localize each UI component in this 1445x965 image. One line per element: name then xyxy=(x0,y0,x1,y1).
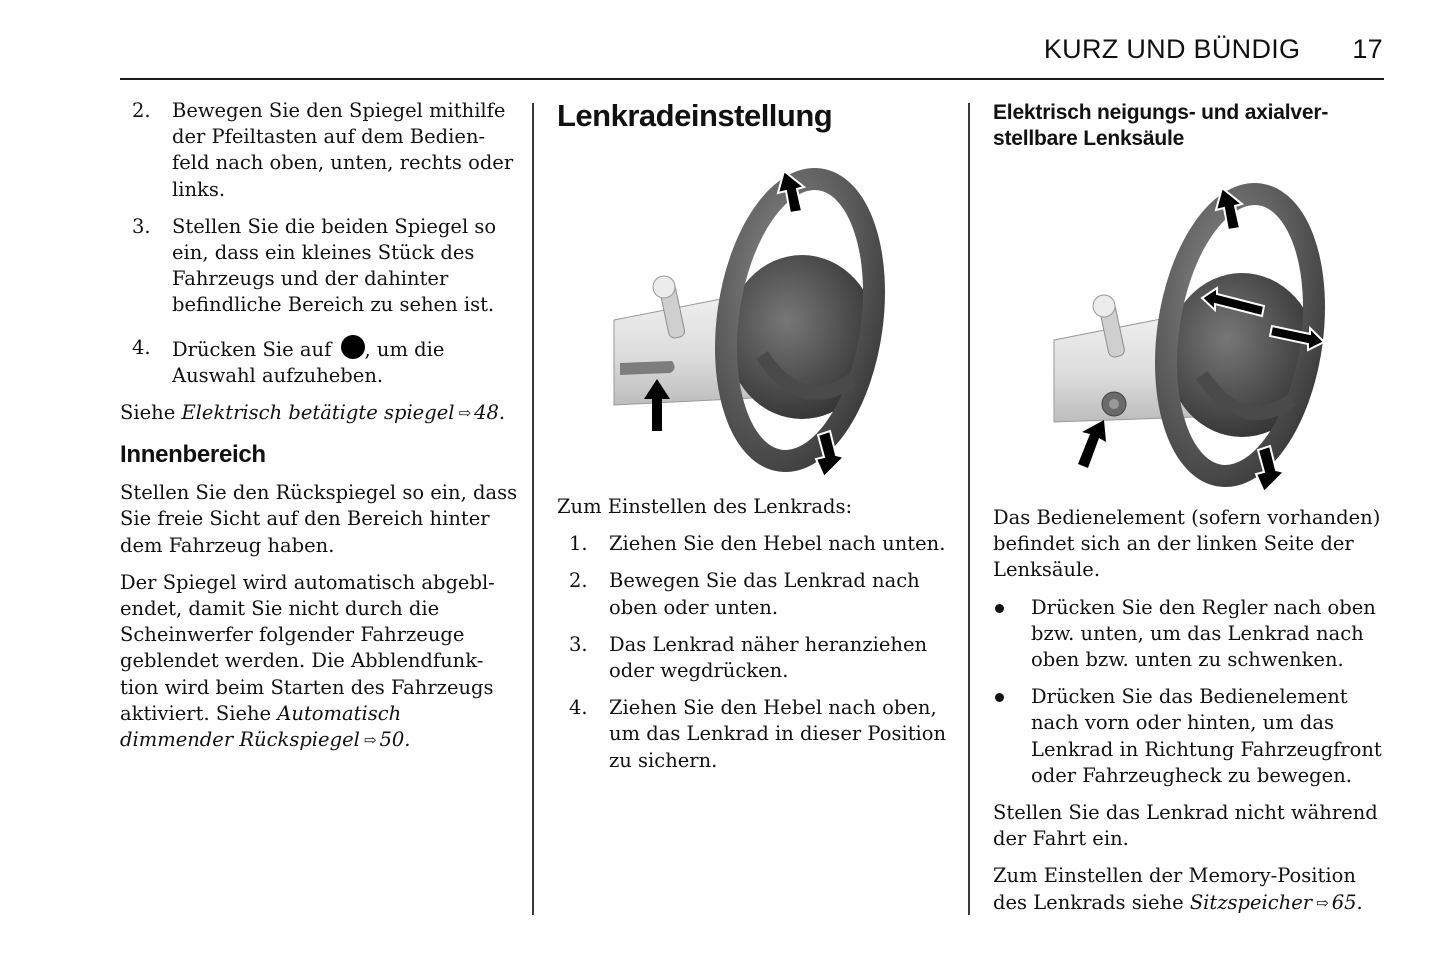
bullet-item xyxy=(993,684,1388,789)
step-number: 1. xyxy=(569,532,588,556)
page-ref-arrow-icon: ⇨ xyxy=(458,404,472,423)
step-text: Ziehen Sie den Hebel nach oben, um das Lenkrad in dieser Position zu sichern. xyxy=(609,696,947,772)
header-rule xyxy=(120,78,1384,80)
step-text: Bewegen Sie den Spiegel mithilfe der Pfeiltasten auf dem Bedien-feld nach oben, unten, rechts oder links. xyxy=(172,99,514,201)
bullet-item xyxy=(993,595,1388,674)
bullet-text: Drücken Sie das Bedienelement nach vorn oder hinten, um das Lenkrad in Richtung Fahrzeugfront oder Fahrzeugheck zu bewegen. xyxy=(1031,685,1382,787)
list-item xyxy=(557,632,947,684)
step-text-after: , um die Auswahl aufzuheben. xyxy=(172,337,445,387)
list-item xyxy=(120,98,520,203)
step-text: Ziehen Sie den Hebel nach unten. xyxy=(609,532,946,556)
page-number: 17 xyxy=(1352,34,1383,64)
right-column xyxy=(993,98,1388,152)
intro-text: Zum Einstellen des Lenkrads: xyxy=(557,495,853,518)
middle-column-text xyxy=(557,494,947,785)
step-number: 4. xyxy=(132,335,151,359)
section-heading: Lenkradeinstellung xyxy=(557,98,833,133)
section-heading: Innenbereich xyxy=(120,441,266,469)
bullet-text: Drücken Sie den Regler nach oben bzw. unten, um das Lenkrad nach oben bzw. unten zu schwenken. xyxy=(1031,595,1376,672)
cross-reference-link[interactable]: Automatisch dimmender Rückspiegel xyxy=(120,701,402,752)
step-number: 4. xyxy=(569,696,588,720)
step-text: Das Lenkrad näher heranziehen oder wegdrücken. xyxy=(609,632,928,683)
chapter-title: KURZ UND BÜNDIG xyxy=(1043,34,1301,64)
page-ref-number[interactable]: 50. xyxy=(379,728,411,752)
cross-reference-link[interactable]: Elektrisch betätigte spiegel xyxy=(181,401,455,425)
filled-circle-button-icon xyxy=(341,335,365,359)
paragraph: Das Bedienelement (sofern vorhanden) befindet sich an der linken Seite der Lenksäule. xyxy=(993,506,1381,582)
bullet-icon xyxy=(993,595,1031,674)
step-number: 3. xyxy=(132,214,151,238)
cross-reference-link[interactable]: Sitzspeicher xyxy=(1189,890,1313,914)
page-ref-number[interactable]: 65. xyxy=(1331,890,1363,914)
list-item xyxy=(557,531,947,557)
list-item xyxy=(120,335,520,389)
step-text: Stellen Sie die beiden Spiegel so ein, dass ein kleines Stück des Fahrzeugs und der dahinter befindliche Bereich zu sehen ist. xyxy=(172,214,497,317)
list-item xyxy=(557,568,947,620)
see-also-reference xyxy=(120,400,520,426)
steering-wheel-power-adjust-illustration xyxy=(1052,180,1342,495)
see-also-prefix: Siehe xyxy=(120,401,182,425)
paragraph xyxy=(120,570,520,753)
step-text xyxy=(172,335,520,389)
paragraph xyxy=(993,863,1388,915)
paragraph: Stellen Sie das Lenkrad nicht während der Fahrt ein. xyxy=(993,801,1378,851)
page-ref-number[interactable]: 48. xyxy=(474,401,506,425)
step-number: 2. xyxy=(132,99,151,122)
step-number: 3. xyxy=(569,632,588,656)
right-column-text xyxy=(993,505,1388,927)
bullet-icon xyxy=(993,684,1031,789)
paragraph: Stellen Sie den Rückspiegel so ein, dass Sie freie Sicht auf den Bereich hinter dem Fahrzeug haben. xyxy=(120,481,518,557)
column-divider xyxy=(968,103,970,915)
paragraph-text: Zum Einstellen der Memory-Position des Lenkrads siehe xyxy=(993,864,1356,914)
steering-wheel-manual-adjust-illustration xyxy=(612,165,902,480)
list-item xyxy=(557,695,947,774)
page-ref-arrow-icon: ⇨ xyxy=(1316,893,1329,912)
paragraph-text: Der Spiegel wird automatisch abgebl-endet, damit Sie nicht durch die Scheinwerfer folgender Fahrzeuge geblendet werden. Die Abblendfunk-tion wird beim Starten des Fahrzeugs aktiviert. Siehe xyxy=(120,570,495,725)
section-heading: Elektrisch neigungs- und axialver-stellbare Lenksäule xyxy=(993,101,1329,150)
step-number: 2. xyxy=(569,569,588,593)
step-text-before: Drücken Sie auf xyxy=(172,337,332,361)
running-header xyxy=(1044,34,1383,65)
left-column xyxy=(120,98,520,764)
page-ref-arrow-icon: ⇨ xyxy=(363,731,377,750)
middle-column xyxy=(557,98,947,144)
step-text: Bewegen Sie das Lenkrad nach oben oder unten. xyxy=(609,569,920,619)
column-divider xyxy=(532,103,534,915)
list-item xyxy=(120,214,520,319)
